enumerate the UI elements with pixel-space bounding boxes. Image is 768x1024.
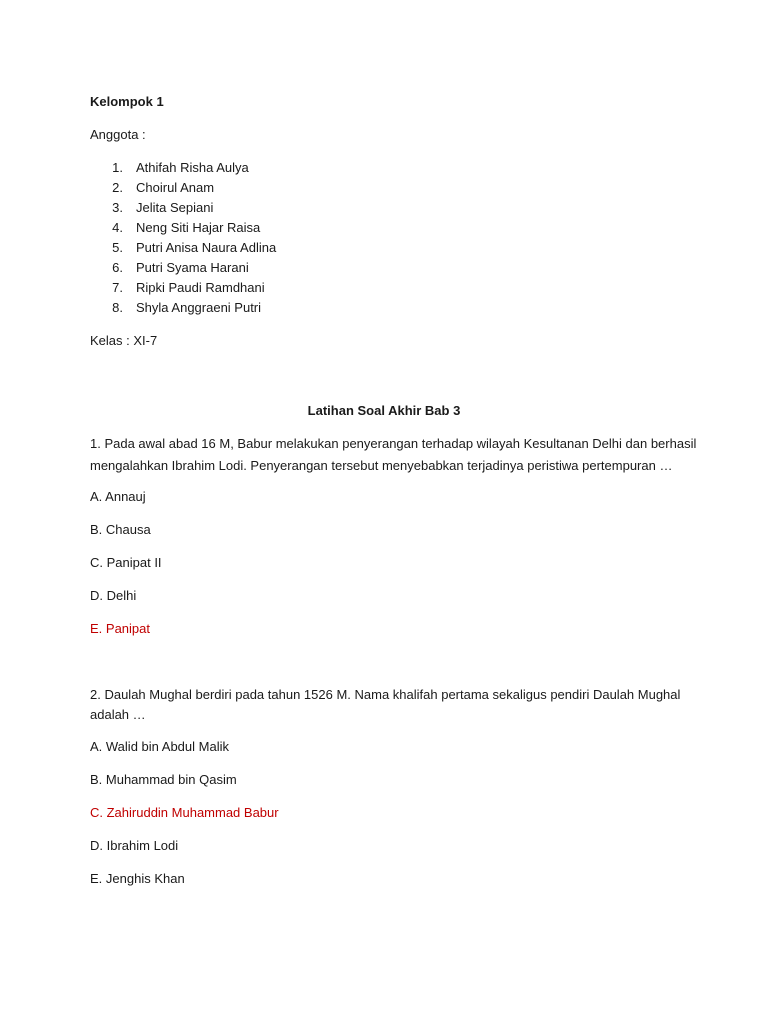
question-text-line: 1. Pada awal abad 16 M, Babur melakukan penyerangan terhadap wilayah Kesultanan Delhi dan berhasil xyxy=(90,436,697,451)
option-c-correct-answer: C. Zahiruddin Muhammad Babur xyxy=(90,805,279,820)
question-text-line: adalah … xyxy=(90,707,146,722)
list-number: 8. xyxy=(112,300,123,315)
class-label: Kelas : XI-7 xyxy=(90,333,158,348)
member-name: Putri Anisa Naura Adlina xyxy=(136,240,277,255)
option-d: D. Delhi xyxy=(90,588,137,603)
list-number: 2. xyxy=(112,180,123,195)
member-name: Shyla Anggraeni Putri xyxy=(136,300,262,315)
member-name: Jelita Sepiani xyxy=(136,200,214,215)
list-number: 3. xyxy=(112,200,123,215)
member-name: Choirul Anam xyxy=(136,180,215,195)
option-a: A. Annauj xyxy=(90,489,146,504)
list-number: 6. xyxy=(112,260,123,275)
option-b: B. Chausa xyxy=(90,522,151,537)
member-name: Putri Syama Harani xyxy=(136,260,249,275)
option-e: E. Jenghis Khan xyxy=(90,871,185,886)
option-a: A. Walid bin Abdul Malik xyxy=(90,739,229,754)
member-name: Athifah Risha Aulya xyxy=(136,160,249,175)
list-number: 1. xyxy=(112,160,123,175)
option-e-correct-answer: E. Panipat xyxy=(90,621,150,636)
member-name: Ripki Paudi Ramdhani xyxy=(136,280,265,295)
list-number: 5. xyxy=(112,240,123,255)
option-c: C. Panipat II xyxy=(90,555,162,570)
question-text-line: mengalahkan Ibrahim Lodi. Penyerangan tersebut menyebabkan terjadinya peristiwa pertempuran … xyxy=(90,458,673,473)
member-name: Neng Siti Hajar Raisa xyxy=(136,220,261,235)
list-number: 7. xyxy=(112,280,123,295)
page-title: Latihan Soal Akhir Bab 3 xyxy=(307,403,461,418)
option-d: D. Ibrahim Lodi xyxy=(90,838,179,853)
option-b: B. Muhammad bin Qasim xyxy=(90,772,237,787)
list-number: 4. xyxy=(112,220,123,235)
question-text-line: 2. Daulah Mughal berdiri pada tahun 1526 M. Nama khalifah pertama sekaligus pendiri Daulah Mughal xyxy=(90,687,681,702)
group-heading: Kelompok 1 xyxy=(90,94,164,109)
members-label: Anggota : xyxy=(90,127,146,142)
